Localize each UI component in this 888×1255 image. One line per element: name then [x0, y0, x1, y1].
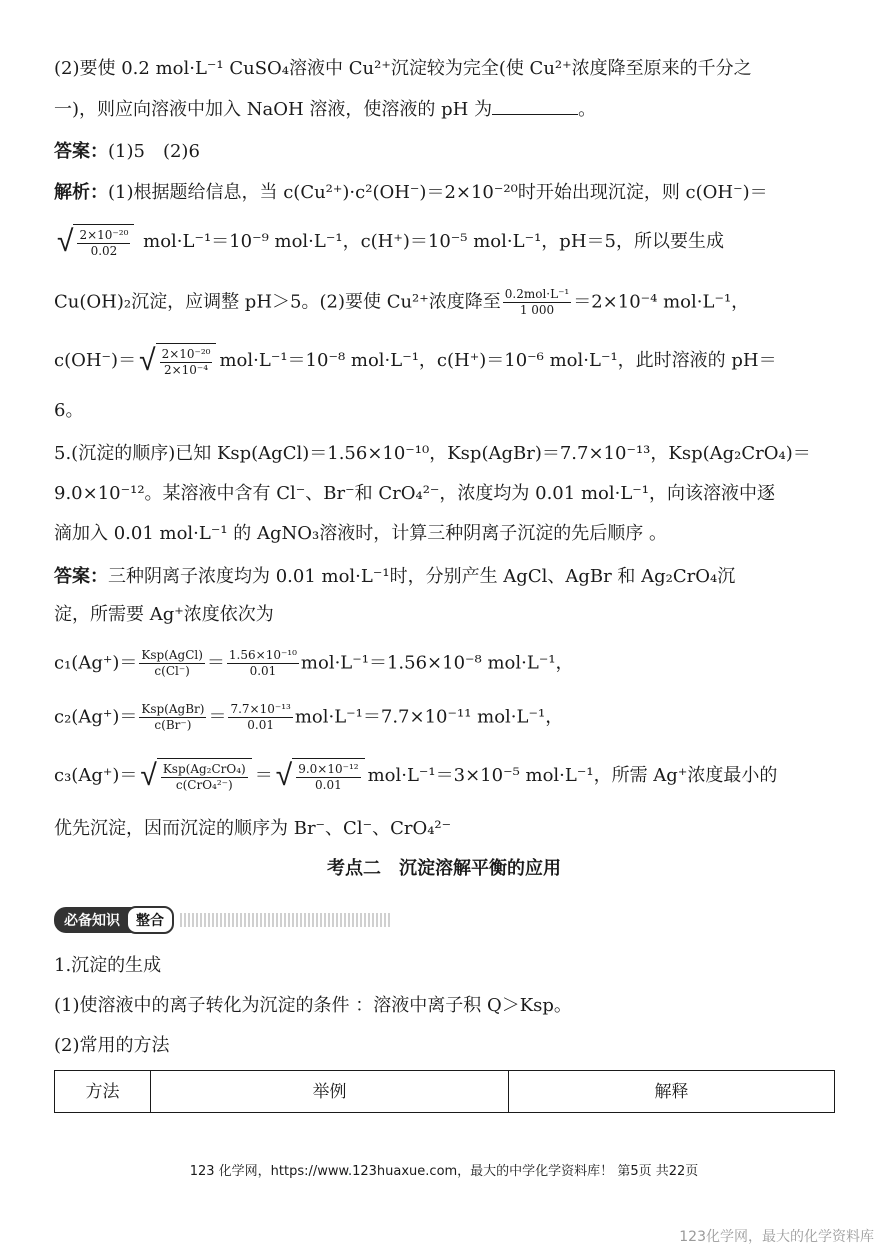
q2-line2-text: 一)，则应向溶液中加入 NaOH 溶液，使溶液的 pH 为 — [54, 99, 493, 120]
fraction: $\frac{\text{1.56×10⁻¹⁰}}{0.01}$ — [228, 648, 297, 678]
answer5-line1 — [54, 562, 735, 592]
c2-equation: c₂(Ag⁺)＝ $\frac{\text{Ksp(AgBr)}}{c(Br^-)}$ ＝ $\frac{\text{7.7×10⁻¹³}}{0.01}$ mol·L⁻¹＝7.7×10⁻¹¹ mol·L⁻¹， — [54, 702, 564, 732]
analysis-text-3b: ＝2×10⁻⁴ mol·L⁻¹， — [573, 291, 750, 313]
table-header-row — [55, 1071, 835, 1113]
section-title: 考点二 沉淀溶解平衡的应用 — [327, 858, 561, 879]
table-header-cell: 方法 — [55, 1071, 151, 1113]
paragraph-2: (2)常用的方法 — [54, 1035, 170, 1056]
answer-label: 答案： — [54, 141, 108, 162]
analysis-text-4b: mol·L⁻¹＝10⁻⁸ mol·L⁻¹，c(H⁺)＝10⁻⁶ mol·L⁻¹，此时溶液的 pH＝ — [219, 350, 777, 371]
q2-line2-end: 。 — [578, 99, 597, 120]
answer5-text-1: 三种阴离子浓度均为 0.01 mol·L⁻¹时，分别产生 AgCl、AgBr 和 Ag₂CrO₄沉 — [108, 566, 736, 587]
fraction: $\frac{\text{7.7×10⁻¹³}}{0.01}$ — [230, 702, 291, 732]
analysis-text-4a: c(OH⁻)＝ — [54, 350, 137, 371]
analysis-label: 解析： — [54, 182, 108, 203]
badge-right: 整合 — [126, 906, 174, 934]
analysis-line5: 6。 — [54, 400, 84, 421]
paragraph-1: (1)使溶液中的离子转化为沉淀的条件 ：溶液中离子积 Q＞Ksp。 — [54, 995, 572, 1016]
sqrt-expression: √ $\frac{\text{2×10⁻²⁰}}{\text{2×10⁻⁴}}$ — [139, 343, 216, 379]
answer-1 — [54, 137, 200, 167]
heading-1: 1.沉淀的生成 — [54, 955, 162, 976]
fraction: $\frac{\text{Ksp(AgCl)}}{c(Cl^-)}$ — [141, 648, 203, 678]
q5-line3: 滴加入 0.01 mol·L⁻¹ 的 AgNO₃溶液时，计算三种阴离子沉淀的先后顺序 。 — [54, 523, 667, 544]
answer-label: 答案： — [54, 566, 108, 587]
q2-line1: (2)要使 0.2 mol·L⁻¹ CuSO₄溶液中 Cu²⁺沉淀较为完全(使 Cu²⁺浓度降至原来的千分之 — [54, 58, 752, 79]
sqrt-expression: √ $\frac{\text{9.0×10⁻¹²}}{0.01}$ — [276, 758, 365, 794]
badge-left: 必备知识 — [54, 907, 134, 933]
q5-line2: 9.0×10⁻¹²。某溶液中含有 Cl⁻、Br⁻和 CrO₄²⁻，浓度均为 0.01 mol·L⁻¹，向该溶液中逐 — [54, 483, 775, 504]
sqrt-expression: √ $\frac{\text{Ksp(Ag₂CrO₄)}}{\text{c(CrO₄²⁻)}}$ — [140, 758, 251, 794]
q2-line2 — [54, 95, 596, 125]
table-header-cell: 解释 — [509, 1071, 835, 1113]
analysis-line1 — [54, 178, 768, 208]
fraction: $\frac{\text{Ksp(AgBr)}}{c(Br^-)}$ — [141, 702, 205, 732]
page-footer: 123 化学网，https://www.123huaxue.com，最大的中学化学资料库！ 第5页 共22页 — [189, 1164, 699, 1179]
fraction: $\frac{\text{2×10⁻²⁰}}{0.02}$ — [79, 228, 129, 258]
knowledge-badge — [54, 907, 390, 933]
table-header-cell: 举例 — [151, 1071, 509, 1113]
fraction: $\frac{\text{0.2mol·L⁻¹}}{1 000}$ — [504, 287, 570, 317]
fraction: $\frac{\text{2×10⁻²⁰}}{\text{2×10⁻⁴}}$ — [161, 347, 211, 377]
answer-blank — [492, 95, 578, 115]
watermark: 123化学网，最大的化学资料库 — [679, 1229, 874, 1245]
analysis-line4 — [54, 343, 777, 379]
answer-text: (1)5 (2)6 — [108, 141, 200, 162]
analysis-text-3a: Cu(OH)₂沉淀，应调整 pH＞5。(2)要使 Cu²⁺浓度降至 — [54, 291, 501, 313]
badge-stripe — [180, 913, 390, 927]
analysis-text-1: (1)根据题给信息，当 c(Cu²⁺)·c²(OH⁻)＝2×10⁻²⁰时开始出现沉淀，则 c(OH⁻)＝ — [108, 182, 768, 203]
sqrt-expression: √ $\frac{\text{2×10⁻²⁰}}{0.02}$ — [57, 224, 134, 260]
fraction: $\frac{\text{9.0×10⁻¹²}}{0.01}$ — [298, 762, 359, 792]
fraction: $\frac{\text{Ksp(Ag₂CrO₄)}}{\text{c(CrO₄²⁻)}}$ — [162, 762, 246, 792]
q5-line1: 5.(沉淀的顺序)已知 Ksp(AgCl)＝1.56×10⁻¹⁰，Ksp(AgBr)＝7.7×10⁻¹³，Ksp(Ag₂CrO₄)＝ — [54, 443, 811, 464]
analysis-line2 — [54, 224, 724, 260]
analysis-text-2: mol·L⁻¹＝10⁻⁹ mol·L⁻¹，c(H⁺)＝10⁻⁵ mol·L⁻¹，pH＝5，所以要生成 — [143, 231, 724, 252]
c1-equation: c₁(Ag⁺)＝ $\frac{\text{Ksp(AgCl)}}{c(Cl^-)}$ ＝ $\frac{\text{1.56×10⁻¹⁰}}{0.01}$ mol·L⁻¹＝1.56×10⁻⁸ mol·L⁻¹， — [54, 648, 574, 678]
analysis-line3 — [54, 287, 749, 318]
methods-table — [54, 1070, 835, 1113]
answer5-last-line: 优先沉淀，因而沉淀的顺序为 Br⁻、Cl⁻、CrO₄²⁻ — [54, 818, 452, 839]
answer5-line2: 淀，所需要 Ag⁺浓度依次为 — [54, 604, 274, 625]
c3-equation: c₃(Ag⁺)＝ √ $\frac{\text{Ksp(Ag₂CrO₄)}}{\text{c(CrO₄²⁻)}}$ ＝ √ $\frac{\text{9.0×10⁻¹²}}{0.01}$ mol·L⁻¹＝3×10⁻⁵ mol·L⁻¹，所需 Ag⁺浓度最小的 — [54, 758, 778, 793]
